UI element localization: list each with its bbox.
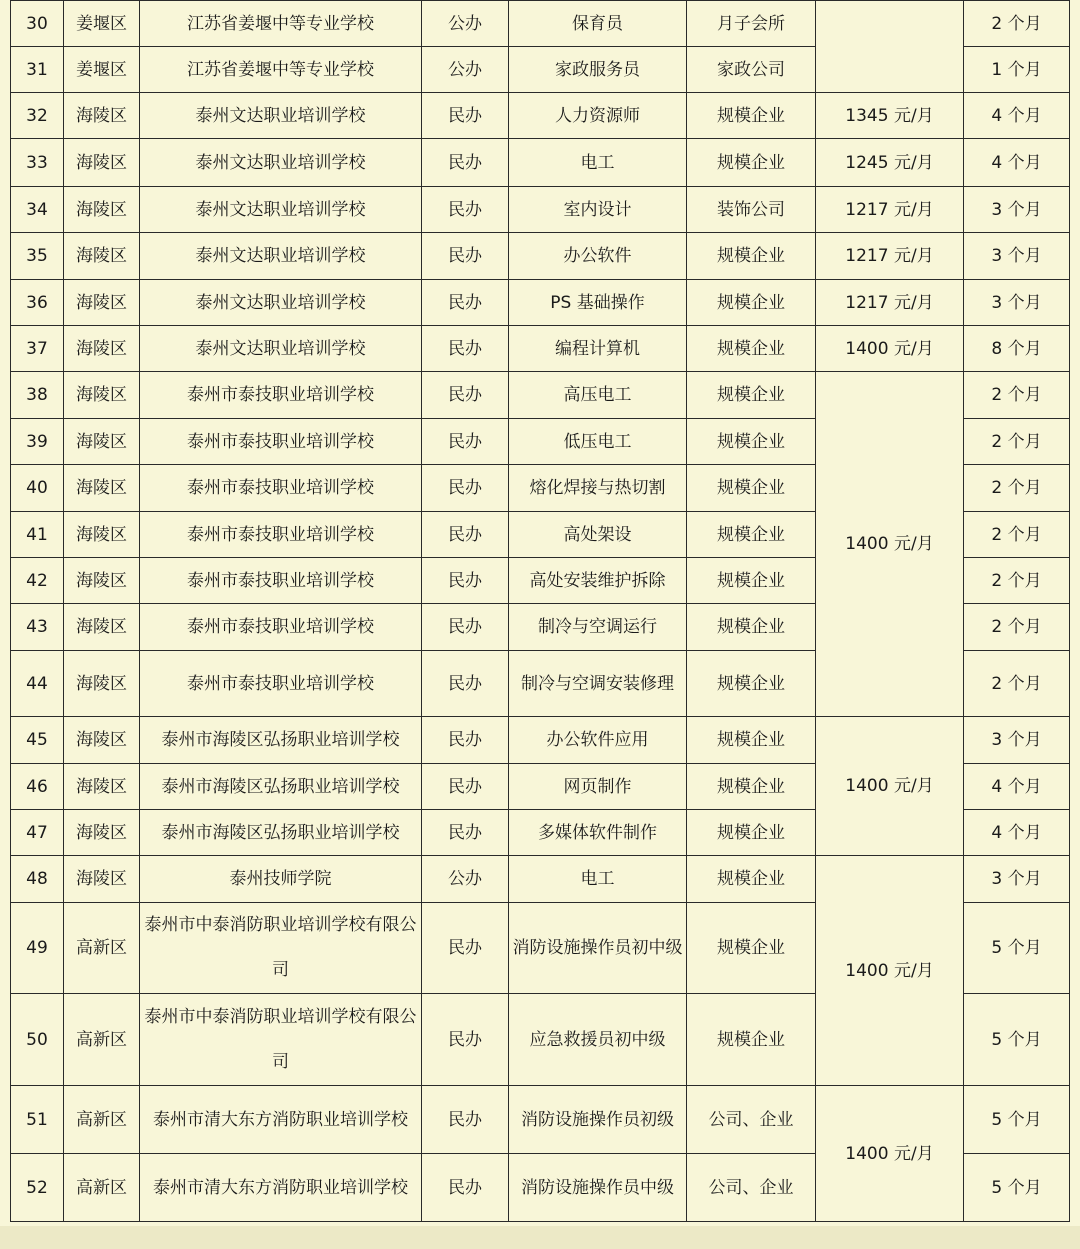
employer-type-cell: 规模企业 — [687, 419, 816, 465]
school-type-cell: 民办 — [422, 558, 509, 604]
district-cell: 海陵区 — [64, 419, 140, 465]
training-program-cell: 低压电工 — [509, 419, 687, 465]
row-number-cell: 35 — [11, 233, 64, 280]
table-row — [11, 187, 1070, 233]
row-number-cell: 46 — [11, 764, 64, 810]
school-name-cell: 泰州市泰技职业培训学校 — [140, 651, 422, 717]
salary-cell: 1345 元/月 — [816, 93, 964, 139]
school-name-cell: 泰州市泰技职业培训学校 — [140, 558, 422, 604]
training-program-cell: 人力资源师 — [509, 93, 687, 139]
duration-cell: 4 个月 — [964, 93, 1070, 139]
salary-cell: 1400 元/月 — [816, 372, 964, 717]
district-cell: 姜堰区 — [64, 1, 140, 47]
school-type-cell: 民办 — [422, 419, 509, 465]
salary-cell: 1400 元/月 — [816, 717, 964, 856]
employer-type-cell: 规模企业 — [687, 994, 816, 1086]
training-program-cell: 制冷与空调运行 — [509, 604, 687, 651]
duration-cell: 5 个月 — [964, 994, 1070, 1086]
school-type-cell: 民办 — [422, 903, 509, 994]
district-cell: 海陵区 — [64, 280, 140, 326]
district-cell: 海陵区 — [64, 187, 140, 233]
salary-cell: 1400 元/月 — [816, 326, 964, 372]
school-type-cell: 民办 — [422, 139, 509, 187]
school-type-cell: 民办 — [422, 994, 509, 1086]
duration-cell: 2 个月 — [964, 651, 1070, 717]
school-name-cell: 泰州市海陵区弘扬职业培训学校 — [140, 810, 422, 856]
duration-cell: 5 个月 — [964, 1154, 1070, 1222]
employer-type-cell: 规模企业 — [687, 651, 816, 717]
row-number-cell: 38 — [11, 372, 64, 419]
school-type-cell: 民办 — [422, 465, 509, 512]
row-number-cell: 51 — [11, 1086, 64, 1154]
employer-type-cell: 规模企业 — [687, 93, 816, 139]
school-type-cell: 民办 — [422, 604, 509, 651]
training-program-cell: 消防设施操作员初中级 — [509, 903, 687, 994]
school-name-cell: 泰州文达职业培训学校 — [140, 326, 422, 372]
employer-type-cell: 规模企业 — [687, 856, 816, 903]
row-number-cell: 50 — [11, 994, 64, 1086]
school-name-cell: 泰州市泰技职业培训学校 — [140, 465, 422, 512]
district-cell: 海陵区 — [64, 604, 140, 651]
district-cell: 海陵区 — [64, 856, 140, 903]
duration-cell: 8 个月 — [964, 326, 1070, 372]
school-name-cell: 泰州文达职业培训学校 — [140, 187, 422, 233]
training-program-cell: 消防设施操作员初级 — [509, 1086, 687, 1154]
employer-type-cell: 规模企业 — [687, 372, 816, 419]
table-row — [11, 1086, 1070, 1154]
employer-type-cell: 规模企业 — [687, 326, 816, 372]
district-cell: 海陵区 — [64, 558, 140, 604]
duration-cell: 3 个月 — [964, 717, 1070, 764]
employer-type-cell: 家政公司 — [687, 47, 816, 93]
training-program-cell: PS 基础操作 — [509, 280, 687, 326]
school-name-cell: 泰州市中泰消防职业培训学校有限公司 — [140, 994, 422, 1086]
school-type-cell: 民办 — [422, 372, 509, 419]
school-type-cell: 民办 — [422, 764, 509, 810]
row-number-cell: 41 — [11, 512, 64, 558]
employer-type-cell: 月子会所 — [687, 1, 816, 47]
duration-cell: 3 个月 — [964, 280, 1070, 326]
table-row — [11, 1, 1070, 47]
district-cell: 海陵区 — [64, 93, 140, 139]
table-row — [11, 717, 1070, 764]
district-cell: 海陵区 — [64, 651, 140, 717]
table-row — [11, 280, 1070, 326]
school-type-cell: 民办 — [422, 187, 509, 233]
school-type-cell: 民办 — [422, 1154, 509, 1222]
duration-cell: 2 个月 — [964, 1, 1070, 47]
training-program-cell: 消防设施操作员中级 — [509, 1154, 687, 1222]
row-number-cell: 31 — [11, 47, 64, 93]
training-program-cell: 家政服务员 — [509, 47, 687, 93]
duration-cell: 2 个月 — [964, 419, 1070, 465]
employer-type-cell: 装饰公司 — [687, 187, 816, 233]
salary-cell — [816, 1, 964, 93]
duration-cell: 2 个月 — [964, 512, 1070, 558]
school-type-cell: 民办 — [422, 512, 509, 558]
salary-cell: 1400 元/月 — [816, 856, 964, 1086]
duration-cell: 5 个月 — [964, 903, 1070, 994]
district-cell: 海陵区 — [64, 372, 140, 419]
row-number-cell: 37 — [11, 326, 64, 372]
row-number-cell: 43 — [11, 604, 64, 651]
school-name-cell: 泰州文达职业培训学校 — [140, 139, 422, 187]
school-name-cell: 泰州市泰技职业培训学校 — [140, 419, 422, 465]
school-type-cell: 民办 — [422, 810, 509, 856]
training-program-cell: 编程计算机 — [509, 326, 687, 372]
employer-type-cell: 规模企业 — [687, 717, 816, 764]
table-body — [11, 1, 1070, 1222]
school-type-cell: 公办 — [422, 856, 509, 903]
school-type-cell: 民办 — [422, 326, 509, 372]
row-number-cell: 34 — [11, 187, 64, 233]
training-program-cell: 应急救援员初中级 — [509, 994, 687, 1086]
salary-cell: 1245 元/月 — [816, 139, 964, 187]
duration-cell: 2 个月 — [964, 372, 1070, 419]
training-program-cell: 熔化焊接与热切割 — [509, 465, 687, 512]
school-name-cell: 泰州技师学院 — [140, 856, 422, 903]
training-program-cell: 高处安装维护拆除 — [509, 558, 687, 604]
table-row — [11, 372, 1070, 419]
employer-type-cell: 规模企业 — [687, 465, 816, 512]
district-cell: 海陵区 — [64, 139, 140, 187]
employer-type-cell: 规模企业 — [687, 604, 816, 651]
school-name-cell: 泰州市海陵区弘扬职业培训学校 — [140, 717, 422, 764]
district-cell: 海陵区 — [64, 512, 140, 558]
duration-cell: 3 个月 — [964, 856, 1070, 903]
school-type-cell: 民办 — [422, 1086, 509, 1154]
employer-type-cell: 规模企业 — [687, 810, 816, 856]
school-type-cell: 民办 — [422, 651, 509, 717]
salary-cell: 1217 元/月 — [816, 187, 964, 233]
row-number-cell: 42 — [11, 558, 64, 604]
district-cell: 海陵区 — [64, 326, 140, 372]
employer-type-cell: 规模企业 — [687, 764, 816, 810]
table-row — [11, 139, 1070, 187]
training-program-cell: 高压电工 — [509, 372, 687, 419]
district-cell: 高新区 — [64, 1154, 140, 1222]
row-number-cell: 39 — [11, 419, 64, 465]
duration-cell: 3 个月 — [964, 233, 1070, 280]
row-number-cell: 47 — [11, 810, 64, 856]
duration-cell: 2 个月 — [964, 604, 1070, 651]
district-cell: 高新区 — [64, 903, 140, 994]
school-name-cell: 泰州市泰技职业培训学校 — [140, 604, 422, 651]
salary-cell: 1217 元/月 — [816, 233, 964, 280]
school-type-cell: 民办 — [422, 717, 509, 764]
training-program-cell: 高处架设 — [509, 512, 687, 558]
duration-cell: 2 个月 — [964, 558, 1070, 604]
training-program-cell: 办公软件 — [509, 233, 687, 280]
duration-cell: 3 个月 — [964, 187, 1070, 233]
employer-type-cell: 公司、企业 — [687, 1086, 816, 1154]
row-number-cell: 45 — [11, 717, 64, 764]
school-name-cell: 泰州文达职业培训学校 — [140, 233, 422, 280]
district-cell: 海陵区 — [64, 810, 140, 856]
district-cell: 海陵区 — [64, 465, 140, 512]
duration-cell: 1 个月 — [964, 47, 1070, 93]
training-program-cell: 室内设计 — [509, 187, 687, 233]
training-program-cell: 电工 — [509, 856, 687, 903]
duration-cell: 4 个月 — [964, 810, 1070, 856]
district-cell: 姜堰区 — [64, 47, 140, 93]
duration-cell: 4 个月 — [964, 139, 1070, 187]
school-type-cell: 公办 — [422, 1, 509, 47]
training-table — [10, 0, 1070, 1222]
school-name-cell: 泰州市泰技职业培训学校 — [140, 372, 422, 419]
salary-cell: 1400 元/月 — [816, 1086, 964, 1222]
training-program-cell: 保育员 — [509, 1, 687, 47]
district-cell: 海陵区 — [64, 717, 140, 764]
school-type-cell: 民办 — [422, 233, 509, 280]
row-number-cell: 36 — [11, 280, 64, 326]
table-row — [11, 856, 1070, 903]
district-cell: 高新区 — [64, 994, 140, 1086]
row-number-cell: 52 — [11, 1154, 64, 1222]
employer-type-cell: 规模企业 — [687, 139, 816, 187]
school-name-cell: 泰州市泰技职业培训学校 — [140, 512, 422, 558]
training-program-cell: 网页制作 — [509, 764, 687, 810]
employer-type-cell: 公司、企业 — [687, 1154, 816, 1222]
employer-type-cell: 规模企业 — [687, 233, 816, 280]
duration-cell: 5 个月 — [964, 1086, 1070, 1154]
district-cell: 海陵区 — [64, 233, 140, 280]
school-name-cell: 江苏省姜堰中等专业学校 — [140, 47, 422, 93]
school-name-cell: 泰州文达职业培训学校 — [140, 93, 422, 139]
training-program-cell: 办公软件应用 — [509, 717, 687, 764]
salary-cell: 1217 元/月 — [816, 280, 964, 326]
row-number-cell: 44 — [11, 651, 64, 717]
district-cell: 海陵区 — [64, 764, 140, 810]
duration-cell: 2 个月 — [964, 465, 1070, 512]
school-name-cell: 泰州文达职业培训学校 — [140, 280, 422, 326]
training-program-cell: 制冷与空调安装修理 — [509, 651, 687, 717]
training-program-cell: 电工 — [509, 139, 687, 187]
row-number-cell: 33 — [11, 139, 64, 187]
table-row — [11, 326, 1070, 372]
table-row — [11, 233, 1070, 280]
school-type-cell: 民办 — [422, 280, 509, 326]
school-name-cell: 江苏省姜堰中等专业学校 — [140, 1, 422, 47]
employer-type-cell: 规模企业 — [687, 558, 816, 604]
row-number-cell: 32 — [11, 93, 64, 139]
school-name-cell: 泰州市海陵区弘扬职业培训学校 — [140, 764, 422, 810]
duration-cell: 4 个月 — [964, 764, 1070, 810]
employer-type-cell: 规模企业 — [687, 280, 816, 326]
table-row — [11, 93, 1070, 139]
school-name-cell: 泰州市清大东方消防职业培训学校 — [140, 1086, 422, 1154]
training-program-cell: 多媒体软件制作 — [509, 810, 687, 856]
row-number-cell: 49 — [11, 903, 64, 994]
employer-type-cell: 规模企业 — [687, 903, 816, 994]
school-type-cell: 公办 — [422, 47, 509, 93]
row-number-cell: 30 — [11, 1, 64, 47]
row-number-cell: 40 — [11, 465, 64, 512]
school-name-cell: 泰州市清大东方消防职业培训学校 — [140, 1154, 422, 1222]
school-type-cell: 民办 — [422, 93, 509, 139]
bottom-strip — [0, 1226, 1080, 1249]
employer-type-cell: 规模企业 — [687, 512, 816, 558]
district-cell: 高新区 — [64, 1086, 140, 1154]
school-name-cell: 泰州市中泰消防职业培训学校有限公司 — [140, 903, 422, 994]
row-number-cell: 48 — [11, 856, 64, 903]
